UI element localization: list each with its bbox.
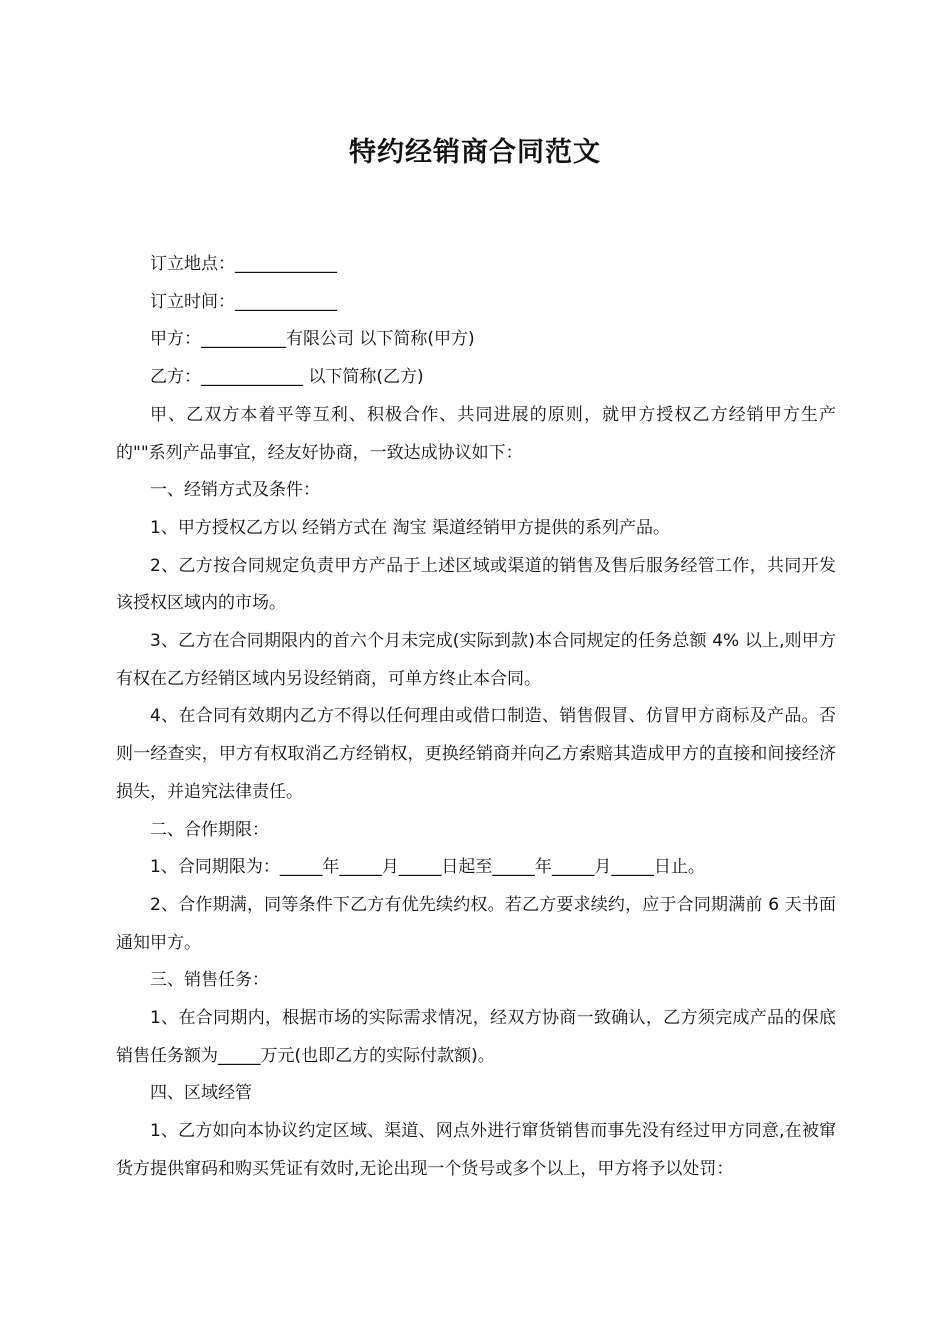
distribution-clause-3: 3、乙方在合同期限内的首六个月未完成(实际到款)本合同规定的任务总额 4% 以上,则甲方有权在乙方经销区域内另设经销商，可单方终止本合同。 bbox=[116, 631, 836, 689]
distribution-clause-1: 1、甲方授权乙方以 经销方式在 淘宝 渠道经销甲方提供的系列产品。 bbox=[150, 517, 671, 538]
party-a-line: 甲方：__________有限公司 以下简称(甲方) bbox=[150, 329, 475, 350]
section-heading-distribution: 一、经销方式及条件： bbox=[150, 480, 320, 501]
document-body bbox=[116, 246, 836, 1189]
term-clause-2: 2、合作期满，同等条件下乙方有优先续约权。若乙方要求续约，应于合同期满前 6 天书面通知甲方。 bbox=[116, 894, 836, 953]
signing-time-line: 订立时间：____________ bbox=[150, 291, 337, 312]
sales-target-clause-1: 1、在合同期内，根据市场的实际需求情况，经双方协商一致确认，乙方须完成产品的保底销售任务额为_____万元(也即乙方的实际付款额)。 bbox=[116, 1008, 836, 1066]
distribution-clause-2: 2、乙方按合同规定负责甲方产品于上述区域或渠道的销售及售后服务经管工作，共同开发该授权区域内的市场。 bbox=[116, 555, 836, 614]
party-b-line: 乙方：____________ 以下简称(乙方) bbox=[150, 367, 424, 388]
document-title: 特约经销商合同范文 bbox=[349, 137, 601, 168]
region-clause-1: 1、乙方如向本协议约定区域、渠道、网点外进行窜货销售而事先没有经过甲方同意,在被窜货方提供窜码和购买凭证有效时,无论出现一个货号或多个以上，甲方将予以处罚： bbox=[116, 1121, 836, 1179]
signing-place-line: 订立地点：____________ bbox=[150, 254, 337, 274]
term-clause-1: 1、合同期限为：_____年_____月_____日起至_____年_____月_____日止。 bbox=[150, 857, 705, 878]
distribution-clause-4: 4、在合同有效期内乙方不得以任何理由或借口制造、销售假冒、仿冒甲方商标及产品。否则一经查实，甲方有权取消乙方经销权，更换经销商并向乙方索赔其造成甲方的直接和间接经济损失，并追究法律责任。 bbox=[116, 706, 836, 802]
section-heading-term: 二、合作期限： bbox=[150, 819, 269, 840]
preamble-paragraph: 甲、乙双方本着平等互利、积极合作、共同进展的原则，就甲方授权乙方经销甲方生产的""系列产品事宜，经友好协商，一致达成协议如下： bbox=[116, 404, 836, 463]
section-heading-region: 四、区域经管 bbox=[150, 1083, 252, 1104]
section-heading-sales-target: 三、销售任务： bbox=[150, 970, 269, 991]
